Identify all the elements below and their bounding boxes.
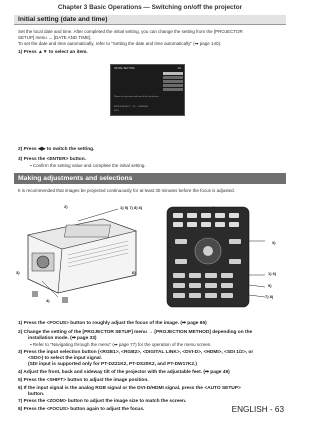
step-item-continued: button.	[28, 392, 45, 397]
step-item: 1) Press ▲▼ to select an item.	[18, 50, 88, 55]
intro-line: Set the local date and time. After completed the initial setting, you can change the setting from the [PROJECTOR	[18, 29, 243, 34]
initial-setting-osd	[110, 64, 185, 116]
callout-label: 6)	[132, 270, 136, 275]
projector-illustration	[18, 205, 148, 305]
intro-line: SETUP] menu → [DATE AND TIME].	[18, 35, 92, 40]
osd-row	[114, 76, 183, 79]
osd-row	[114, 72, 183, 75]
step-item: 6) If the input signal is the analog RGB signal or the DVI-D/HDMI signal, press the <AUTO SETUP>	[18, 386, 241, 391]
step-item: 4) Adjust the front, back and sideway tilt of the projector with the adjustable feet. (➡ page 49)	[18, 370, 230, 375]
callout-label: 3)	[16, 270, 20, 275]
osd-row	[114, 88, 183, 91]
step-item-continued: installation mode. (➡ page 33)	[28, 336, 97, 341]
remote-control-illustration	[161, 205, 281, 317]
step-item: 3) Press the <ENTER> button.	[18, 157, 86, 162]
osd-footer-exit: EXIT	[114, 110, 119, 112]
step-item: 8) Press the <FOCUS> button again to adjust the focus.	[18, 407, 145, 412]
callout-label: 6)	[168, 245, 172, 250]
section-heading-initial-setting: Initial setting (date and time)	[14, 15, 286, 25]
callout-label: 2)	[64, 204, 68, 209]
osd-footer-row: ENTER SELECT OK CONFIRM	[114, 106, 148, 108]
callout-label: 1) 5) 7) 8) 6)	[120, 205, 143, 210]
osd-note: Please set the date and time of the local place.	[114, 96, 160, 98]
bullet-note: ▪ Confirm the setting value and complete the initial setting.	[30, 163, 146, 168]
chapter-header: Chapter 3 Basic Operations — Switching on/off the projector	[57, 4, 243, 11]
bullet-note: ▪ Refer to "Navigating through the menu" (➡ page 77) for the operation of the menu screen.	[30, 342, 212, 347]
callout-label: 7) 8)	[265, 294, 274, 299]
step-item-continued: (SDI input is supported only for PT-DZ21K2, PT-DS20K2, and PT-DW17K2.)	[28, 362, 197, 367]
section-heading-adjustments: Making adjustments and selections	[14, 173, 286, 184]
step-item: 7) Press the <ZOOM> button to adjust the image size to match the screen.	[18, 399, 187, 404]
step-item: 3) Press the input selection button (<RGB1>, <RGB2>, <DIGITAL LINK>, <DVI-D>, <HDMI>, <SDI 1/2>, or	[18, 350, 254, 355]
step-item: 5) Press the <SHIFT> button to adjust the image position.	[18, 378, 149, 383]
callout-label: 2)	[212, 205, 216, 210]
osd-title: INITIAL SETTING	[114, 67, 135, 70]
step-item: 2) Change the setting of the [PROJECTOR SETUP] menu → [PROJECTION METHOD] depending on the	[18, 330, 253, 335]
callout-label: 1) 6)	[268, 271, 277, 276]
step-item: 2) Press ◀▶ to switch the setting.	[18, 147, 95, 152]
page-number: ENGLISH - 63	[231, 405, 284, 414]
step-item-continued: <SDI>) to select the input signal.	[28, 356, 103, 361]
osd-page: 4/4	[177, 67, 181, 70]
section-intro: It is recommended that images be projected continuously for at least 30 minutes before the focus is adjusted.	[18, 188, 235, 193]
step-item: 1) Press the <FOCUS> button to roughly adjust the focus of the image. (➡ page 65)	[18, 321, 207, 326]
callout-label: 4)	[46, 298, 50, 303]
callout-label: 3)	[272, 240, 276, 245]
osd-row	[114, 80, 183, 83]
callout-label: 5)	[268, 283, 272, 288]
osd-row	[114, 84, 183, 87]
intro-line: To set the date and time automatically, refer to "Setting the date and time automatically" (➡ page 140).	[18, 41, 222, 46]
